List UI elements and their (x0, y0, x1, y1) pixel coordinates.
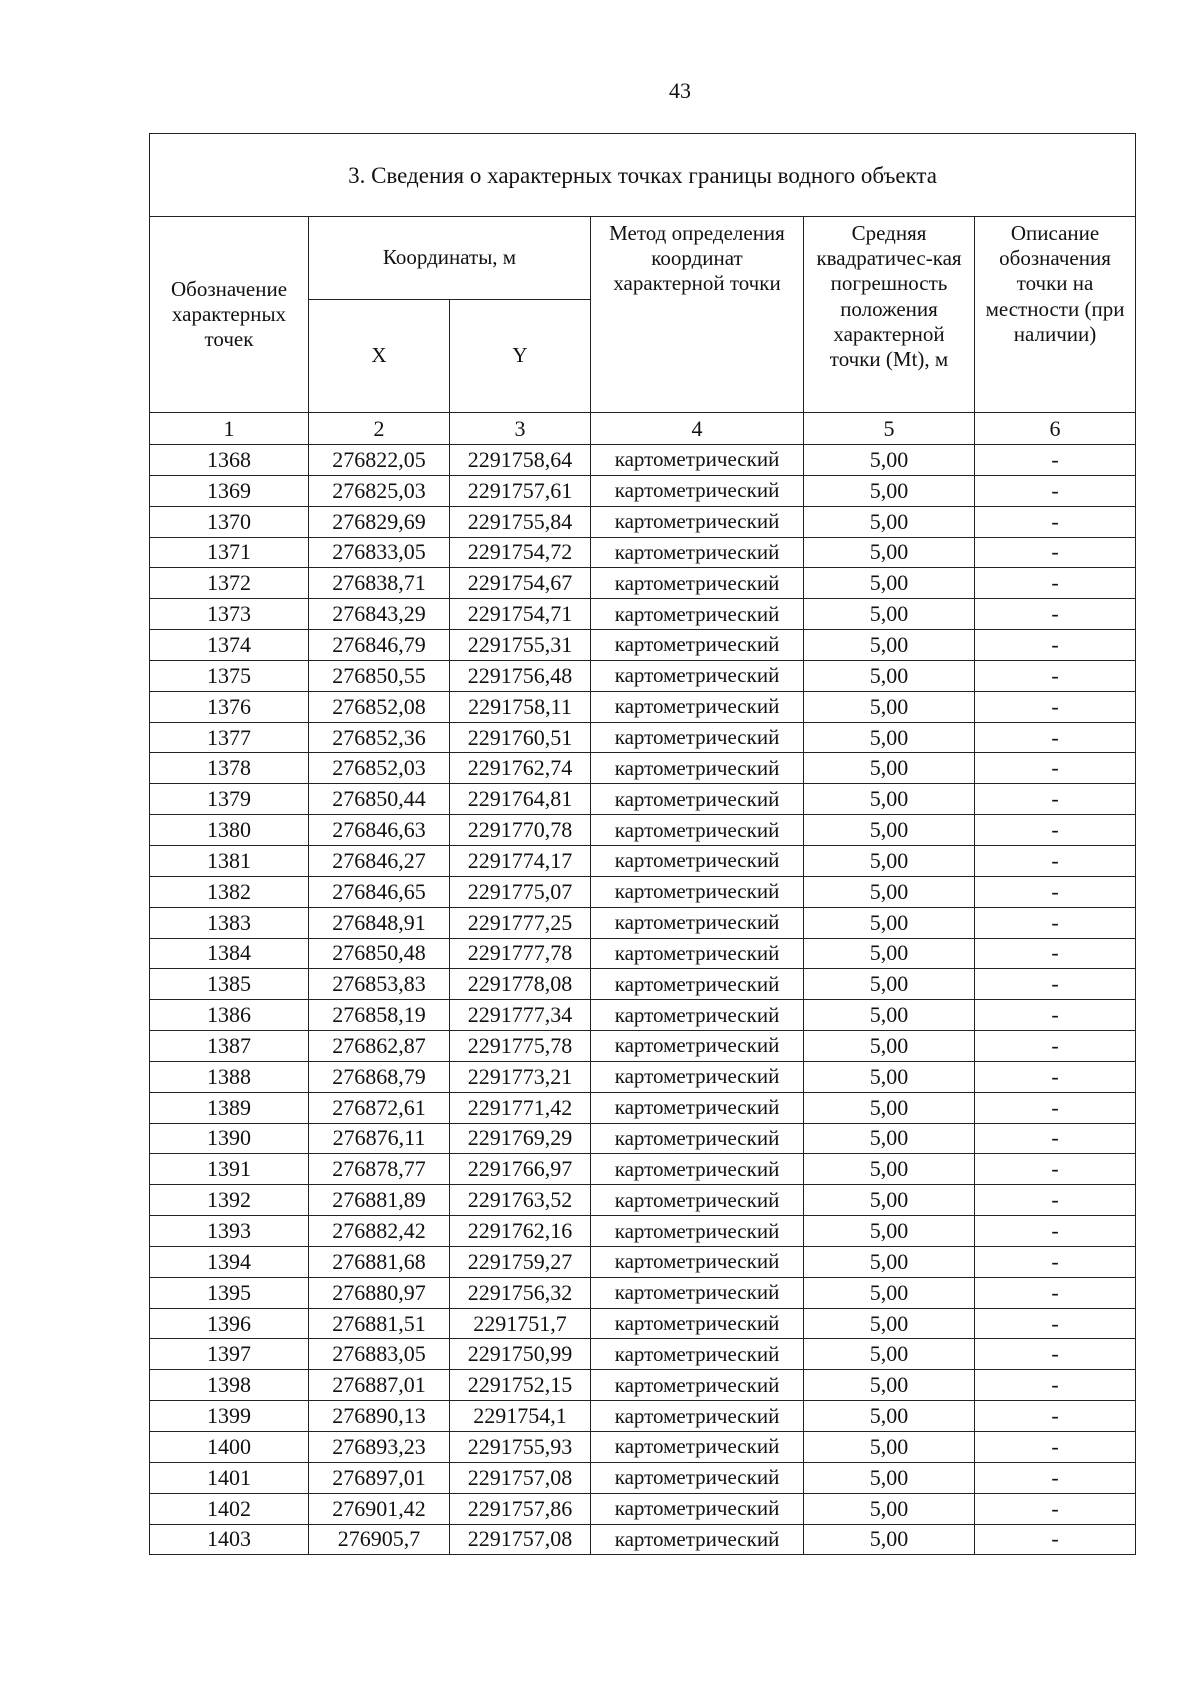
cell-mean-square-error: 5,00 (804, 753, 975, 784)
cell-mean-square-error: 5,00 (804, 907, 975, 938)
cell-method: картометрический (591, 445, 804, 476)
cell-x-coordinate: 276897,01 (309, 1462, 450, 1493)
cell-mean-square-error: 5,00 (804, 876, 975, 907)
cell-x-coordinate: 276846,65 (309, 876, 450, 907)
cell-point-designation: 1390 (150, 1123, 309, 1154)
table-row (150, 506, 1136, 537)
cell-mean-square-error: 5,00 (804, 630, 975, 661)
cell-x-coordinate: 276901,42 (309, 1493, 450, 1524)
cell-y-coordinate: 2291777,34 (450, 1000, 591, 1031)
table-row (150, 1246, 1136, 1277)
table-row (150, 1185, 1136, 1216)
cell-description: - (975, 599, 1136, 630)
cell-description: - (975, 784, 1136, 815)
table-row (150, 938, 1136, 969)
cell-mean-square-error: 5,00 (804, 1061, 975, 1092)
cell-x-coordinate: 276850,44 (309, 784, 450, 815)
cell-description: - (975, 938, 1136, 969)
cell-method: картометрический (591, 1339, 804, 1370)
cell-description: - (975, 1462, 1136, 1493)
cell-description: - (975, 1246, 1136, 1277)
cell-x-coordinate: 276822,05 (309, 445, 450, 476)
cell-description: - (975, 445, 1136, 476)
cell-description: - (975, 537, 1136, 568)
cell-description: - (975, 1185, 1136, 1216)
cell-mean-square-error: 5,00 (804, 722, 975, 753)
cell-y-coordinate: 2291755,84 (450, 506, 591, 537)
cell-point-designation: 1392 (150, 1185, 309, 1216)
cell-point-designation: 1378 (150, 753, 309, 784)
cell-y-coordinate: 2291764,81 (450, 784, 591, 815)
table-row (150, 1493, 1136, 1524)
cell-mean-square-error: 5,00 (804, 1185, 975, 1216)
cell-description: - (975, 1401, 1136, 1432)
cell-x-coordinate: 276878,77 (309, 1154, 450, 1185)
cell-x-coordinate: 276852,36 (309, 722, 450, 753)
cell-method: картометрический (591, 1216, 804, 1247)
cell-method: картометрический (591, 1277, 804, 1308)
cell-mean-square-error: 5,00 (804, 1339, 975, 1370)
cell-y-coordinate: 2291773,21 (450, 1061, 591, 1092)
cell-method: картометрический (591, 1462, 804, 1493)
cell-point-designation: 1395 (150, 1277, 309, 1308)
cell-x-coordinate: 276843,29 (309, 599, 450, 630)
cell-x-coordinate: 276890,13 (309, 1401, 450, 1432)
cell-mean-square-error: 5,00 (804, 1370, 975, 1401)
cell-point-designation: 1399 (150, 1401, 309, 1432)
cell-x-coordinate: 276850,55 (309, 660, 450, 691)
cell-x-coordinate: 276872,61 (309, 1092, 450, 1123)
header-row-top (150, 217, 1136, 300)
cell-method: картометрический (591, 938, 804, 969)
cell-point-designation: 1369 (150, 475, 309, 506)
cell-method: картометрический (591, 784, 804, 815)
cell-x-coordinate: 276881,68 (309, 1246, 450, 1277)
cell-description: - (975, 845, 1136, 876)
cell-mean-square-error: 5,00 (804, 1493, 975, 1524)
cell-description: - (975, 1061, 1136, 1092)
cell-mean-square-error: 5,00 (804, 784, 975, 815)
header-x: X (309, 300, 450, 413)
header-method: Метод определения координат характерной точки (591, 217, 804, 413)
cell-y-coordinate: 2291757,86 (450, 1493, 591, 1524)
cell-point-designation: 1401 (150, 1462, 309, 1493)
cell-point-designation: 1388 (150, 1061, 309, 1092)
cell-y-coordinate: 2291763,52 (450, 1185, 591, 1216)
table-row (150, 845, 1136, 876)
header-y: Y (450, 300, 591, 413)
cell-y-coordinate: 2291759,27 (450, 1246, 591, 1277)
cell-x-coordinate: 276883,05 (309, 1339, 450, 1370)
cell-method: картометрический (591, 599, 804, 630)
cell-method: картометрический (591, 1061, 804, 1092)
cell-y-coordinate: 2291757,08 (450, 1462, 591, 1493)
cell-y-coordinate: 2291770,78 (450, 815, 591, 846)
cell-point-designation: 1372 (150, 568, 309, 599)
cell-point-designation: 1373 (150, 599, 309, 630)
cell-method: картометрический (591, 1092, 804, 1123)
cell-description: - (975, 506, 1136, 537)
column-number: 3 (450, 413, 591, 445)
table-row (150, 1524, 1136, 1555)
cell-y-coordinate: 2291755,31 (450, 630, 591, 661)
cell-point-designation: 1386 (150, 1000, 309, 1031)
cell-y-coordinate: 2291760,51 (450, 722, 591, 753)
cell-x-coordinate: 276846,63 (309, 815, 450, 846)
cell-mean-square-error: 5,00 (804, 1092, 975, 1123)
cell-y-coordinate: 2291762,74 (450, 753, 591, 784)
table-row (150, 1370, 1136, 1401)
cell-mean-square-error: 5,00 (804, 1401, 975, 1432)
table-row (150, 537, 1136, 568)
cell-x-coordinate: 276846,27 (309, 845, 450, 876)
cell-point-designation: 1381 (150, 845, 309, 876)
table-row (150, 969, 1136, 1000)
cell-mean-square-error: 5,00 (804, 1123, 975, 1154)
cell-description: - (975, 568, 1136, 599)
cell-description: - (975, 1277, 1136, 1308)
table-row (150, 1000, 1136, 1031)
cell-method: картометрический (591, 1308, 804, 1339)
cell-x-coordinate: 276881,51 (309, 1308, 450, 1339)
table-row (150, 815, 1136, 846)
cell-x-coordinate: 276825,03 (309, 475, 450, 506)
column-number: 6 (975, 413, 1136, 445)
cell-y-coordinate: 2291758,64 (450, 445, 591, 476)
table-row (150, 1216, 1136, 1247)
cell-mean-square-error: 5,00 (804, 599, 975, 630)
cell-point-designation: 1374 (150, 630, 309, 661)
table-row (150, 1308, 1136, 1339)
table-row (150, 907, 1136, 938)
cell-point-designation: 1402 (150, 1493, 309, 1524)
cell-y-coordinate: 2291750,99 (450, 1339, 591, 1370)
table-row (150, 475, 1136, 506)
cell-mean-square-error: 5,00 (804, 1308, 975, 1339)
cell-method: картометрический (591, 1031, 804, 1062)
cell-description: - (975, 907, 1136, 938)
cell-y-coordinate: 2291756,32 (450, 1277, 591, 1308)
cell-x-coordinate: 276852,03 (309, 753, 450, 784)
cell-mean-square-error: 5,00 (804, 1031, 975, 1062)
cell-method: картометрический (591, 1123, 804, 1154)
cell-method: картометрический (591, 907, 804, 938)
table-row (150, 784, 1136, 815)
cell-mean-square-error: 5,00 (804, 691, 975, 722)
cell-method: картометрический (591, 568, 804, 599)
cell-y-coordinate: 2291762,16 (450, 1216, 591, 1247)
cell-point-designation: 1393 (150, 1216, 309, 1247)
cell-point-designation: 1368 (150, 445, 309, 476)
cell-mean-square-error: 5,00 (804, 1000, 975, 1031)
cell-point-designation: 1403 (150, 1524, 309, 1555)
cell-point-designation: 1391 (150, 1154, 309, 1185)
cell-point-designation: 1370 (150, 506, 309, 537)
cell-y-coordinate: 2291774,17 (450, 845, 591, 876)
header-designation: Обозначение характерных точек (150, 217, 309, 413)
header-coordinates: Координаты, м (309, 217, 591, 300)
cell-method: картометрический (591, 1154, 804, 1185)
table-row (150, 445, 1136, 476)
boundary-points-table (149, 133, 1136, 1555)
cell-x-coordinate: 276858,19 (309, 1000, 450, 1031)
cell-method: картометрический (591, 537, 804, 568)
cell-x-coordinate: 276881,89 (309, 1185, 450, 1216)
cell-point-designation: 1382 (150, 876, 309, 907)
table-row (150, 1031, 1136, 1062)
cell-y-coordinate: 2291777,78 (450, 938, 591, 969)
table-row (150, 568, 1136, 599)
cell-mean-square-error: 5,00 (804, 660, 975, 691)
cell-method: картометрический (591, 815, 804, 846)
table-row (150, 1277, 1136, 1308)
table-title: 3. Сведения о характерных точках границы водного объекта (150, 134, 1136, 217)
table-row (150, 1061, 1136, 1092)
table-row (150, 599, 1136, 630)
table-row (150, 1432, 1136, 1463)
cell-mean-square-error: 5,00 (804, 445, 975, 476)
cell-x-coordinate: 276876,11 (309, 1123, 450, 1154)
cell-x-coordinate: 276846,79 (309, 630, 450, 661)
cell-method: картометрический (591, 1370, 804, 1401)
cell-x-coordinate: 276905,7 (309, 1524, 450, 1555)
cell-method: картометрический (591, 660, 804, 691)
cell-mean-square-error: 5,00 (804, 506, 975, 537)
cell-mean-square-error: 5,00 (804, 1277, 975, 1308)
table-row (150, 1092, 1136, 1123)
cell-point-designation: 1377 (150, 722, 309, 753)
cell-mean-square-error: 5,00 (804, 1154, 975, 1185)
cell-x-coordinate: 276862,87 (309, 1031, 450, 1062)
cell-y-coordinate: 2291775,07 (450, 876, 591, 907)
cell-point-designation: 1387 (150, 1031, 309, 1062)
cell-y-coordinate: 2291766,97 (450, 1154, 591, 1185)
cell-description: - (975, 1092, 1136, 1123)
cell-description: - (975, 475, 1136, 506)
cell-x-coordinate: 276848,91 (309, 907, 450, 938)
cell-y-coordinate: 2291752,15 (450, 1370, 591, 1401)
cell-point-designation: 1376 (150, 691, 309, 722)
table-row (150, 691, 1136, 722)
cell-x-coordinate: 276838,71 (309, 568, 450, 599)
cell-description: - (975, 660, 1136, 691)
table-row (150, 630, 1136, 661)
cell-description: - (975, 691, 1136, 722)
page-number: 43 (669, 78, 691, 103)
cell-description: - (975, 1339, 1136, 1370)
table-row (150, 722, 1136, 753)
header-error: Средняя квадратичес-кая погрешность положения характерной точки (Mt), м (804, 217, 975, 413)
cell-x-coordinate: 276852,08 (309, 691, 450, 722)
cell-point-designation: 1397 (150, 1339, 309, 1370)
cell-method: картометрический (591, 1185, 804, 1216)
cell-description: - (975, 1031, 1136, 1062)
cell-description: - (975, 722, 1136, 753)
cell-method: картометрический (591, 1246, 804, 1277)
cell-method: картометрический (591, 691, 804, 722)
cell-point-designation: 1396 (150, 1308, 309, 1339)
cell-point-designation: 1398 (150, 1370, 309, 1401)
cell-mean-square-error: 5,00 (804, 537, 975, 568)
cell-point-designation: 1394 (150, 1246, 309, 1277)
cell-y-coordinate: 2291777,25 (450, 907, 591, 938)
table-row (150, 1462, 1136, 1493)
cell-point-designation: 1380 (150, 815, 309, 846)
cell-mean-square-error: 5,00 (804, 815, 975, 846)
cell-y-coordinate: 2291769,29 (450, 1123, 591, 1154)
cell-method: картометрический (591, 845, 804, 876)
table-row (150, 1123, 1136, 1154)
cell-description: - (975, 630, 1136, 661)
cell-x-coordinate: 276850,48 (309, 938, 450, 969)
cell-mean-square-error: 5,00 (804, 1216, 975, 1247)
cell-description: - (975, 1000, 1136, 1031)
cell-method: картометрический (591, 753, 804, 784)
cell-y-coordinate: 2291755,93 (450, 1432, 591, 1463)
table-row (150, 660, 1136, 691)
cell-mean-square-error: 5,00 (804, 969, 975, 1000)
header-description: Описание обозначения точки на местности (при наличии) (975, 217, 1136, 413)
cell-x-coordinate: 276882,42 (309, 1216, 450, 1247)
cell-y-coordinate: 2291771,42 (450, 1092, 591, 1123)
cell-mean-square-error: 5,00 (804, 938, 975, 969)
cell-y-coordinate: 2291756,48 (450, 660, 591, 691)
cell-method: картометрический (591, 630, 804, 661)
column-numbers-row (150, 413, 1136, 445)
table-title-row (150, 134, 1136, 217)
cell-point-designation: 1383 (150, 907, 309, 938)
cell-method: картометрический (591, 506, 804, 537)
cell-point-designation: 1375 (150, 660, 309, 691)
cell-mean-square-error: 5,00 (804, 1246, 975, 1277)
cell-method: картометрический (591, 969, 804, 1000)
column-number: 1 (150, 413, 309, 445)
cell-y-coordinate: 2291751,7 (450, 1308, 591, 1339)
cell-method: картометрический (591, 475, 804, 506)
cell-method: картометрический (591, 722, 804, 753)
cell-mean-square-error: 5,00 (804, 475, 975, 506)
cell-description: - (975, 1370, 1136, 1401)
cell-y-coordinate: 2291754,67 (450, 568, 591, 599)
table-row (150, 1401, 1136, 1432)
cell-description: - (975, 969, 1136, 1000)
cell-y-coordinate: 2291757,08 (450, 1524, 591, 1555)
cell-description: - (975, 1308, 1136, 1339)
table-row (150, 876, 1136, 907)
cell-mean-square-error: 5,00 (804, 568, 975, 599)
table-row (150, 753, 1136, 784)
cell-method: картометрический (591, 876, 804, 907)
cell-y-coordinate: 2291758,11 (450, 691, 591, 722)
cell-mean-square-error: 5,00 (804, 1462, 975, 1493)
cell-mean-square-error: 5,00 (804, 1432, 975, 1463)
cell-y-coordinate: 2291754,1 (450, 1401, 591, 1432)
cell-method: картометрический (591, 1401, 804, 1432)
cell-x-coordinate: 276829,69 (309, 506, 450, 537)
cell-description: - (975, 1154, 1136, 1185)
cell-method: картометрический (591, 1432, 804, 1463)
cell-y-coordinate: 2291757,61 (450, 475, 591, 506)
column-number: 4 (591, 413, 804, 445)
cell-point-designation: 1385 (150, 969, 309, 1000)
cell-y-coordinate: 2291754,72 (450, 537, 591, 568)
cell-description: - (975, 1123, 1136, 1154)
cell-point-designation: 1384 (150, 938, 309, 969)
cell-x-coordinate: 276833,05 (309, 537, 450, 568)
cell-point-designation: 1400 (150, 1432, 309, 1463)
cell-point-designation: 1379 (150, 784, 309, 815)
cell-description: - (975, 876, 1136, 907)
cell-description: - (975, 753, 1136, 784)
cell-x-coordinate: 276887,01 (309, 1370, 450, 1401)
cell-x-coordinate: 276853,83 (309, 969, 450, 1000)
cell-point-designation: 1371 (150, 537, 309, 568)
table-row (150, 1339, 1136, 1370)
cell-y-coordinate: 2291754,71 (450, 599, 591, 630)
cell-y-coordinate: 2291778,08 (450, 969, 591, 1000)
table-row (150, 1154, 1136, 1185)
cell-description: - (975, 815, 1136, 846)
cell-x-coordinate: 276880,97 (309, 1277, 450, 1308)
cell-method: картометрический (591, 1524, 804, 1555)
cell-method: картометрический (591, 1493, 804, 1524)
cell-mean-square-error: 5,00 (804, 1524, 975, 1555)
cell-method: картометрический (591, 1000, 804, 1031)
cell-y-coordinate: 2291775,78 (450, 1031, 591, 1062)
cell-x-coordinate: 276893,23 (309, 1432, 450, 1463)
column-number: 5 (804, 413, 975, 445)
cell-x-coordinate: 276868,79 (309, 1061, 450, 1092)
cell-description: - (975, 1432, 1136, 1463)
cell-point-designation: 1389 (150, 1092, 309, 1123)
cell-mean-square-error: 5,00 (804, 845, 975, 876)
column-number: 2 (309, 413, 450, 445)
cell-description: - (975, 1216, 1136, 1247)
cell-description: - (975, 1493, 1136, 1524)
cell-description: - (975, 1524, 1136, 1555)
